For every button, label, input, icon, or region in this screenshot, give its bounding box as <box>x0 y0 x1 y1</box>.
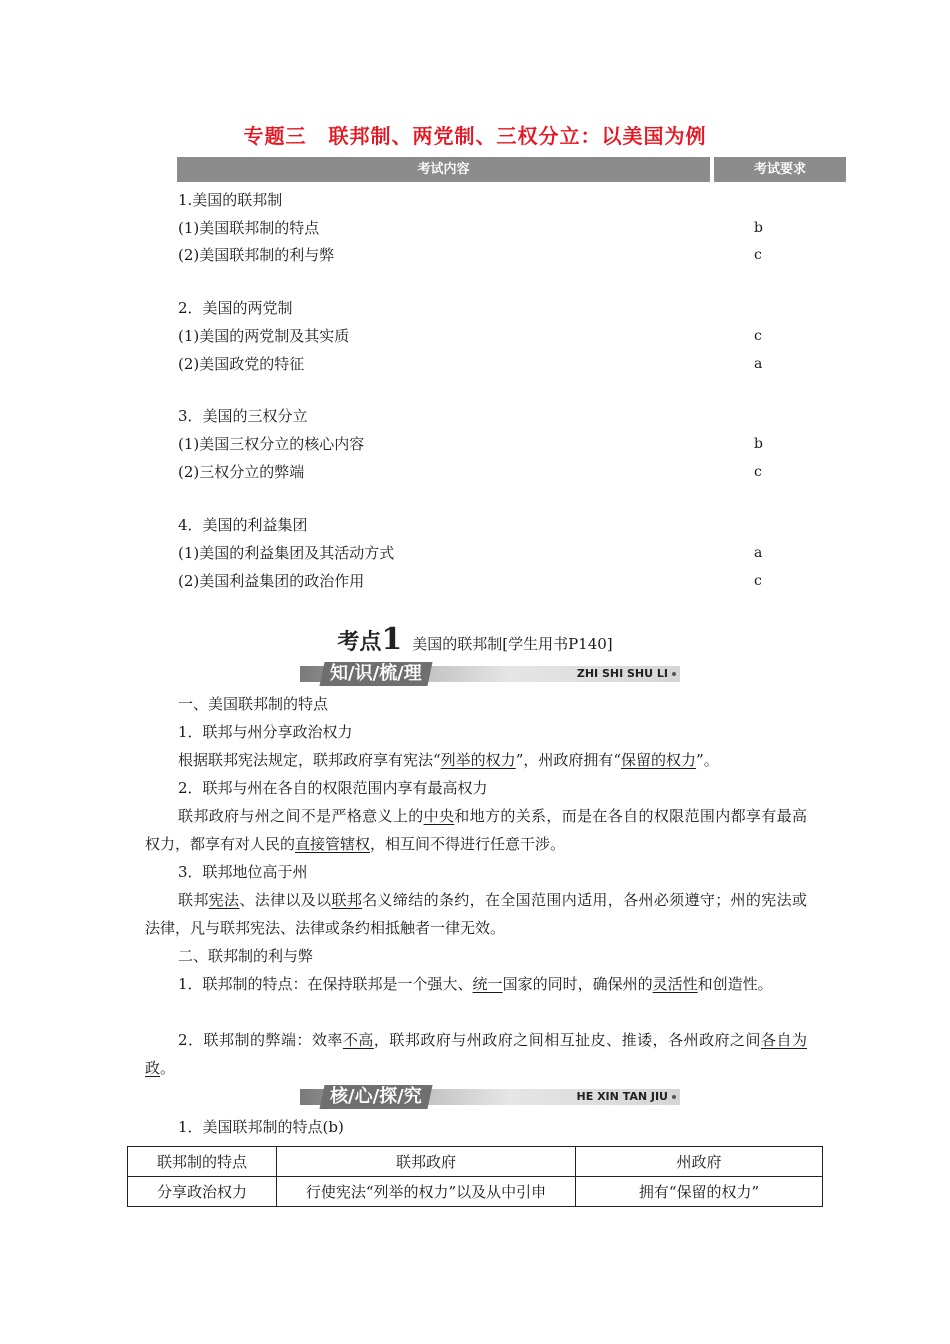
table-header: 州政府 <box>576 1147 823 1177</box>
section-subtitle: 美国的联邦制[学生用书P140] <box>412 635 613 653</box>
exam-item: (2)美国联邦制的利与弊 <box>178 246 335 264</box>
subheading-1: 1．联邦与州分享政治权力 <box>178 723 353 741</box>
banner-knowledge <box>300 662 680 686</box>
answer-blank: 保留的权力 <box>621 751 697 769</box>
exam-group-heading: 1.美国的联邦制 <box>178 191 283 209</box>
banner-label: 知/识/梳/理 <box>319 662 432 686</box>
heading-2: 二、联邦制的利与弊 <box>178 947 314 965</box>
exam-item-req: a <box>754 356 763 372</box>
paragraph-5: 2．联邦制的弊端：效率不高，联邦政府与州政府之间相互扯皮、推诿，各州政府之间各自为政。 <box>145 1031 807 1077</box>
exam-item: (2)三权分立的弊端 <box>178 463 305 481</box>
exam-item: (2)美国利益集团的政治作用 <box>178 572 365 590</box>
subheading-3: 3．联邦地位高于州 <box>178 863 308 881</box>
exam-group-heading: 3．美国的三权分立 <box>178 407 308 425</box>
bullet-icon <box>672 1095 676 1099</box>
answer-blank: 中央 <box>423 807 455 825</box>
subheading-4: 1．美国联邦制的特点(b) <box>178 1118 344 1136</box>
answer-blank: 灵活性 <box>652 975 698 993</box>
exam-item-req: b <box>754 436 763 452</box>
answer-blank: 直接管辖权 <box>295 835 371 853</box>
section-label: 考点1 <box>337 622 403 657</box>
banner-core <box>300 1085 680 1109</box>
table-header: 联邦政府 <box>277 1147 576 1177</box>
exam-item-req: c <box>754 464 762 480</box>
section-heading <box>0 622 950 657</box>
table-cell: 分享政治权力 <box>128 1177 277 1207</box>
exam-item-req: c <box>754 247 762 263</box>
table-header-row <box>128 1147 823 1177</box>
exam-item: (1)美国联邦制的特点 <box>178 219 320 237</box>
exam-item-req: c <box>754 573 762 589</box>
paragraph-3: 联邦宪法、法律以及以联邦名义缔结的条约，在全国范围内适用，各州必须遵守；州的宪法或法律，凡与联邦宪法、法律或条约相抵触者一律无效。 <box>145 891 807 937</box>
exam-item-req: b <box>754 220 763 236</box>
answer-blank: 不高 <box>342 1031 374 1049</box>
exam-item-req: a <box>754 545 763 561</box>
exam-table-header-content: 考试内容 <box>177 157 710 182</box>
paragraph-2: 联邦政府与州之间不是严格意义上的中央和地方的关系，而是在各自的权限范围内都享有最高权力，都享有对人民的直接管辖权，相互间不得进行任意干涉。 <box>145 807 807 853</box>
exam-table-header-requirement: 考试要求 <box>714 157 846 182</box>
paragraph-1: 根据联邦宪法规定，联邦政府享有宪法“列举的权力”，州政府拥有“保留的权力”。 <box>178 751 719 769</box>
exam-group-heading: 4．美国的利益集团 <box>178 516 308 534</box>
bullet-icon <box>672 672 676 676</box>
paragraph-4: 1．联邦制的特点：在保持联邦是一个强大、统一国家的同时，确保州的灵活性和创造性。 <box>178 975 773 993</box>
table-header: 联邦制的特点 <box>128 1147 277 1177</box>
exam-item: (2)美国政党的特征 <box>178 355 305 373</box>
banner-pinyin: ZHI SHI SHU LI <box>577 666 676 682</box>
banner-label: 核/心/探/究 <box>319 1085 432 1109</box>
page-title <box>0 120 950 149</box>
table-cell: 拥有“保留的权力” <box>576 1177 823 1207</box>
exam-item-req: c <box>754 328 762 344</box>
exam-item: (1)美国的两党制及其实质 <box>178 327 350 345</box>
table-row <box>128 1177 823 1207</box>
federalism-table <box>127 1146 823 1207</box>
answer-blank: 联邦 <box>331 891 363 909</box>
answer-blank: 各自为政 <box>145 1031 807 1077</box>
title-prefix: 专题三 <box>243 124 307 148</box>
title-main: 联邦制、两党制、三权分立：以美国为例 <box>328 124 707 148</box>
section-number: 1 <box>381 622 403 657</box>
heading-1: 一、美国联邦制的特点 <box>178 695 329 713</box>
exam-group-heading: 2．美国的两党制 <box>178 299 293 317</box>
banner-pinyin: HE XIN TAN JIU <box>577 1089 676 1105</box>
answer-blank: 宪法 <box>208 891 240 909</box>
exam-item: (1)美国三权分立的核心内容 <box>178 435 365 453</box>
exam-item: (1)美国的利益集团及其活动方式 <box>178 544 395 562</box>
answer-blank: 列举的权力 <box>440 751 516 769</box>
table-cell: 行使宪法“列举的权力”以及从中引申 <box>277 1177 576 1207</box>
answer-blank: 统一 <box>472 975 503 993</box>
subheading-2: 2．联邦与州在各自的权限范围内享有最高权力 <box>178 779 488 797</box>
